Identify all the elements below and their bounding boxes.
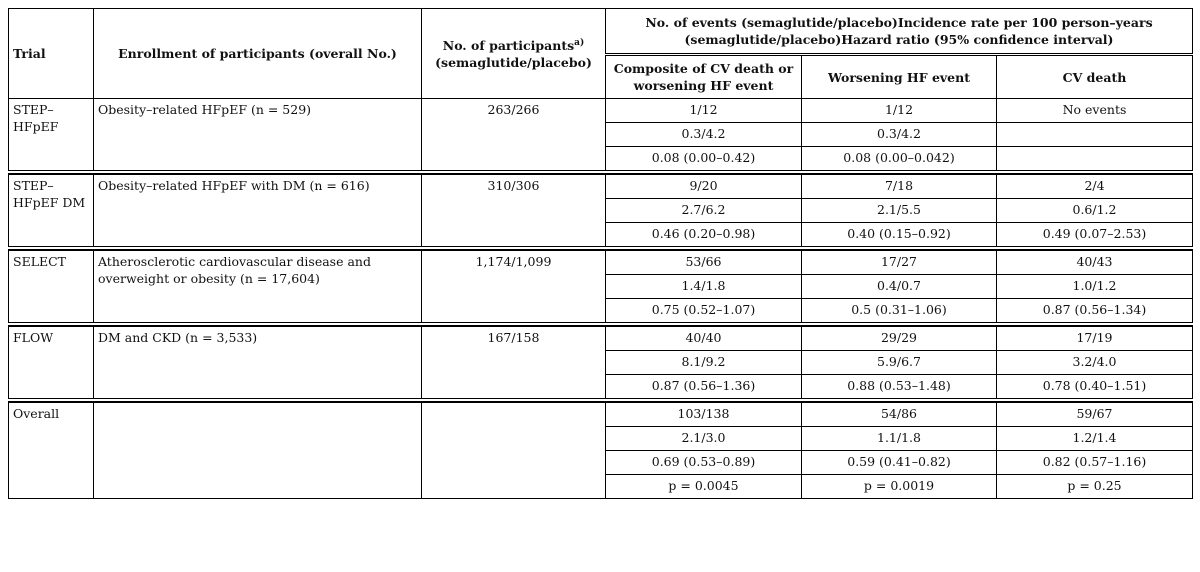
outcome-value-cell: 0.88 (0.53–1.48) [802, 375, 997, 401]
header-outcome-worsening-hf: Worsening HF event [802, 55, 997, 99]
outcome-value-cell: 0.82 (0.57–1.16) [997, 451, 1193, 475]
header-participants [422, 9, 606, 99]
outcome-value-cell: 2.7/6.2 [606, 199, 802, 223]
trial-cell: STEP–HFpEF [9, 99, 94, 173]
outcome-value-cell: 0.3/4.2 [606, 123, 802, 147]
table-row [9, 99, 1193, 123]
header-outcome-cv-death: CV death [997, 55, 1193, 99]
outcome-value-cell: 9/20 [606, 175, 802, 199]
outcome-value-cell: 1.2/1.4 [997, 427, 1193, 451]
outcome-value-cell: 17/19 [997, 327, 1193, 351]
outcome-value-cell: p = 0.0019 [802, 475, 997, 499]
table-row [9, 251, 1193, 275]
participants-cell: 1,174/1,099 [422, 251, 606, 325]
table-row [9, 175, 1193, 199]
outcome-value-cell: 29/29 [802, 327, 997, 351]
outcome-value-cell: 0.69 (0.53–0.89) [606, 451, 802, 475]
outcome-value-cell: 0.46 (0.20–0.98) [606, 223, 802, 249]
outcome-value-cell: 0.49 (0.07–2.53) [997, 223, 1193, 249]
outcome-value-cell: 0.75 (0.52–1.07) [606, 299, 802, 325]
outcome-value-cell: 7/18 [802, 175, 997, 199]
enrollment-cell [94, 403, 422, 499]
outcome-value-cell: 2/4 [997, 175, 1193, 199]
header-participants-sub: (semaglutide/placebo) [435, 54, 592, 70]
trial-cell: STEP–HFpEF DM [9, 175, 94, 249]
results-table-body [9, 99, 1193, 499]
results-table-container [8, 8, 1192, 499]
participants-cell: 167/158 [422, 327, 606, 401]
outcome-value-cell: p = 0.25 [997, 475, 1193, 499]
trial-cell: FLOW [9, 327, 94, 401]
header-events-line1: No. of events (semaglutide/placebo)Incidence rate per 100 person–years [645, 15, 1153, 30]
outcome-value-cell: p = 0.0045 [606, 475, 802, 499]
outcome-value-cell: 0.87 (0.56–1.36) [606, 375, 802, 401]
outcome-value-cell: 5.9/6.7 [802, 351, 997, 375]
outcome-value-cell: 59/67 [997, 403, 1193, 427]
enrollment-cell: Obesity–related HFpEF with DM (n = 616) [94, 175, 422, 249]
outcome-value-cell: 40/43 [997, 251, 1193, 275]
outcome-value-cell: 1.4/1.8 [606, 275, 802, 299]
participants-cell: 263/266 [422, 99, 606, 173]
outcome-value-cell: 1.0/1.2 [997, 275, 1193, 299]
outcome-value-cell: 0.08 (0.00–0.42) [606, 147, 802, 173]
participants-cell [422, 403, 606, 499]
outcome-value-cell: No events [997, 99, 1193, 123]
header-participants-footnote: a) [574, 37, 585, 48]
header-participants-label: No. of participants [442, 37, 575, 53]
outcome-value-cell: 17/27 [802, 251, 997, 275]
header-outcome-composite: Composite of CV death or worsening HF event [606, 55, 802, 99]
participants-cell: 310/306 [422, 175, 606, 249]
outcome-value-cell: 0.87 (0.56–1.34) [997, 299, 1193, 325]
outcome-value-cell: 53/66 [606, 251, 802, 275]
outcome-value-cell: 0.59 (0.41–0.82) [802, 451, 997, 475]
results-table [8, 8, 1193, 499]
outcome-value-cell: 0.5 (0.31–1.06) [802, 299, 997, 325]
outcome-value-cell [997, 147, 1193, 173]
table-row [9, 403, 1193, 427]
outcome-value-cell: 2.1/5.5 [802, 199, 997, 223]
enrollment-cell: Atherosclerotic cardiovascular disease and overweight or obesity (n = 17,604) [94, 251, 422, 325]
outcome-value-cell: 0.78 (0.40–1.51) [997, 375, 1193, 401]
trial-cell: Overall [9, 403, 94, 499]
table-row [9, 327, 1193, 351]
header-enrollment: Enrollment of participants (overall No.) [94, 9, 422, 99]
enrollment-cell: DM and CKD (n = 3,533) [94, 327, 422, 401]
outcome-value-cell: 2.1/3.0 [606, 427, 802, 451]
header-events-line2: (semaglutide/placebo)Hazard ratio (95% confidence interval) [684, 32, 1114, 47]
outcome-value-cell: 0.40 (0.15–0.92) [802, 223, 997, 249]
outcome-value-cell: 3.2/4.0 [997, 351, 1193, 375]
outcome-value-cell: 103/138 [606, 403, 802, 427]
outcome-value-cell: 1/12 [802, 99, 997, 123]
outcome-value-cell: 0.3/4.2 [802, 123, 997, 147]
header-events [606, 9, 1193, 55]
trial-cell: SELECT [9, 251, 94, 325]
outcome-value-cell: 0.08 (0.00–0.042) [802, 147, 997, 173]
outcome-value-cell: 8.1/9.2 [606, 351, 802, 375]
outcome-value-cell: 0.6/1.2 [997, 199, 1193, 223]
outcome-value-cell: 1.1/1.8 [802, 427, 997, 451]
outcome-value-cell: 40/40 [606, 327, 802, 351]
outcome-value-cell [997, 123, 1193, 147]
header-trial: Trial [9, 9, 94, 99]
outcome-value-cell: 0.4/0.7 [802, 275, 997, 299]
outcome-value-cell: 54/86 [802, 403, 997, 427]
outcome-value-cell: 1/12 [606, 99, 802, 123]
enrollment-cell: Obesity–related HFpEF (n = 529) [94, 99, 422, 173]
